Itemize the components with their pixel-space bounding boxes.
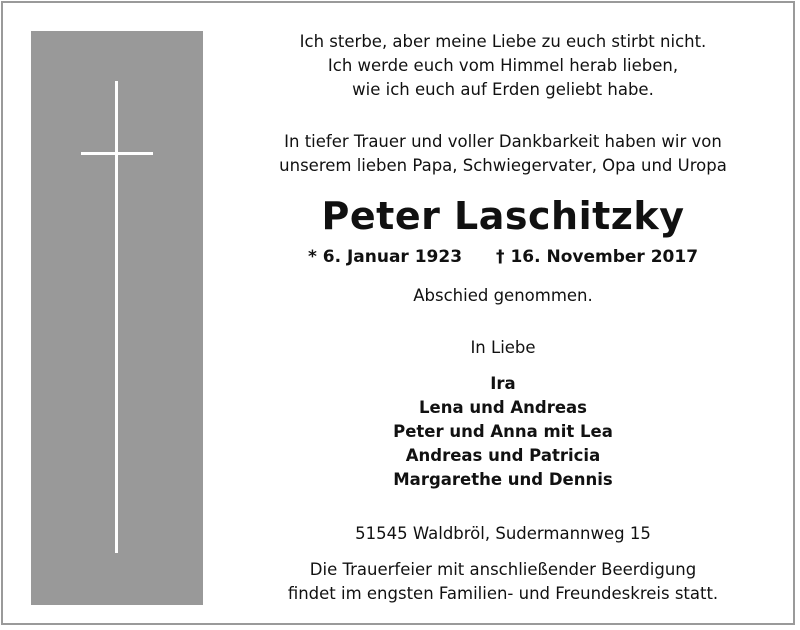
intro-line-1: In tiefer Trauer und voller Dankbarkeit haben wir von (284, 132, 722, 151)
birth-date: * 6. Januar 1923 (307, 247, 463, 267)
life-dates (243, 245, 763, 269)
address-text: 51545 Waldbröl, Sudermannweg 15 (355, 524, 651, 543)
cross-icon-bar (81, 152, 153, 155)
cross-panel (31, 31, 203, 605)
poem-line-2: Ich werde euch vom Himmel herab lieben, (327, 56, 679, 75)
death-date: † 16. November 2017 (496, 247, 699, 267)
farewell-text: Abschied genommen. (413, 286, 593, 305)
poem-line-1: Ich sterbe, aber meine Liebe zu euch stirbt nicht. (299, 32, 707, 51)
obituary-notice (1, 1, 795, 625)
family-member: Andreas und Patricia (405, 446, 601, 465)
family-member: Lena und Andreas (419, 398, 587, 417)
family-member: Ira (490, 374, 516, 393)
poem-line-3: wie ich euch auf Erden geliebt habe. (352, 80, 654, 99)
notice-line-1: Die Trauerfeier mit anschließender Beerdigung (309, 560, 697, 579)
family-member: Margarethe und Dennis (393, 470, 613, 489)
family-member: Peter und Anna mit Lea (393, 422, 613, 441)
intro-line-2: unserem lieben Papa, Schwiegervater, Opa und Uropa (279, 156, 727, 175)
in-love-text: In Liebe (470, 338, 536, 357)
deceased-name: Peter Laschitzky (321, 194, 685, 238)
notice-line-2: findet im engsten Familien- und Freundeskreis statt. (287, 584, 719, 603)
